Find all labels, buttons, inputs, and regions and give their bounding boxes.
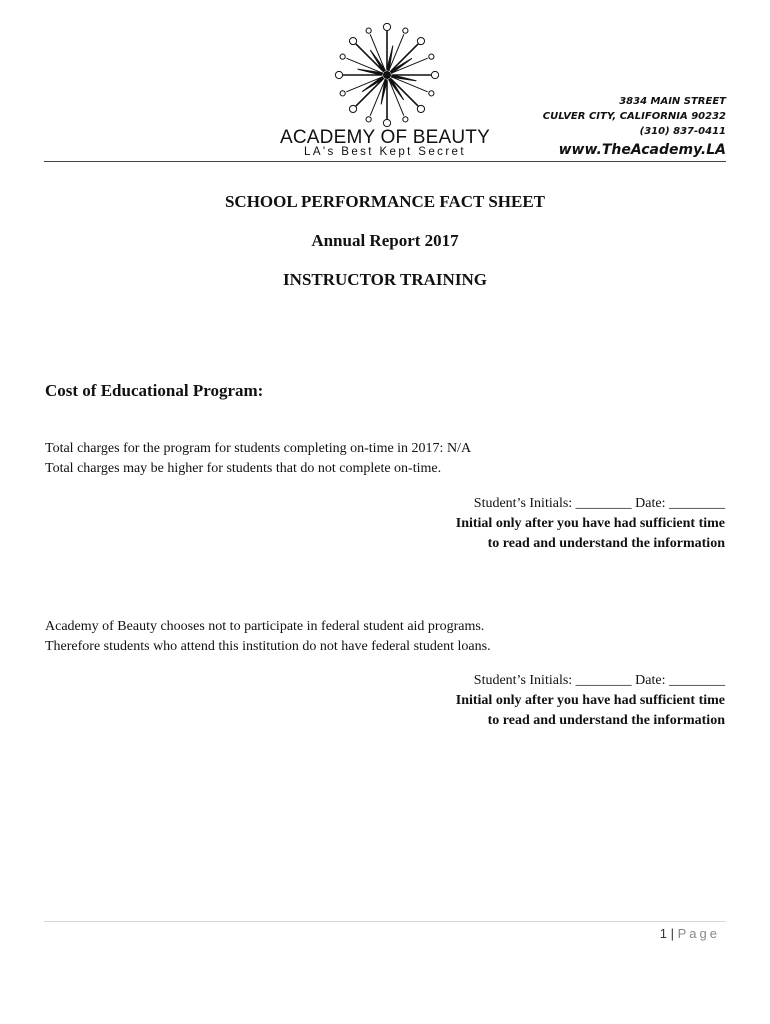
cost-heading: Cost of Educational Program: [45,381,264,400]
cost-line-1: Total charges for the program for students completing on-time in 2017: N/A [45,441,472,456]
logo-blade [391,44,418,71]
website-link[interactable]: www.TheAcademy.LA [558,142,726,158]
page-footer [660,926,720,941]
report-year: Annual Report 2017 [311,231,459,250]
logo-ring [383,119,390,126]
logo-tagline: LA's Best Kept Secret [304,146,466,158]
initial-note-2b: to read and understand the information [487,713,725,728]
logo-blade [356,79,383,106]
aid-line-2: Therefore students who attend this institution do not have federal student loans. [45,639,491,654]
initial-note-1b: to read and understand the information [487,536,725,551]
header-divider [44,161,726,162]
logo-blade [389,81,404,116]
logo-blade [393,58,428,73]
page-label: Page [677,926,720,941]
program-name: INSTRUCTOR TRAINING [283,270,487,289]
initial-note-1a: Initial only after you have had sufficient time [455,516,725,531]
logo-ring [340,91,345,96]
logo-ring [403,28,408,33]
logo-ring [335,71,342,78]
aid-line-1: Academy of Beauty chooses not to participate in federal student aid programs. [45,619,485,634]
logo-ring [403,117,408,122]
logo-blade [391,79,418,106]
footer-divider [44,921,726,922]
initial-note-2a: Initial only after you have had sufficient time [455,693,725,708]
initials-date-line-2[interactable]: Student’s Initials: ________ Date: ________ [473,673,725,688]
document-title: SCHOOL PERFORMANCE FACT SHEET [224,192,546,211]
logo-ring [429,54,434,59]
cost-line-2: Total charges may be higher for students that do not complete on-time. [45,461,442,476]
logo-ring [349,37,356,44]
logo-ring [429,91,434,96]
phone-number: (310) 837-0411 [639,126,726,137]
logo-ring [366,28,371,33]
logo-ring [431,71,438,78]
logo-ring [383,23,390,30]
logo-title: ACADEMY OF BEAUTY [280,127,490,148]
logo-blade [346,77,381,92]
logo-ring [417,37,424,44]
logo-blade [356,44,383,71]
logo-ring [417,105,424,112]
page-separator: | [670,926,674,941]
scissors-starburst-icon [332,20,442,130]
logo-ring [340,54,345,59]
logo-ring [349,105,356,112]
page-number: 1 [659,926,667,941]
logo-blade [370,34,385,69]
initials-date-line-1[interactable]: Student’s Initials: ________ Date: ________ [473,496,725,511]
address-city: CULVER CITY, CALIFORNIA 90232 [542,111,726,122]
logo-ring [366,117,371,122]
address-street: 3834 MAIN STREET [619,96,726,107]
